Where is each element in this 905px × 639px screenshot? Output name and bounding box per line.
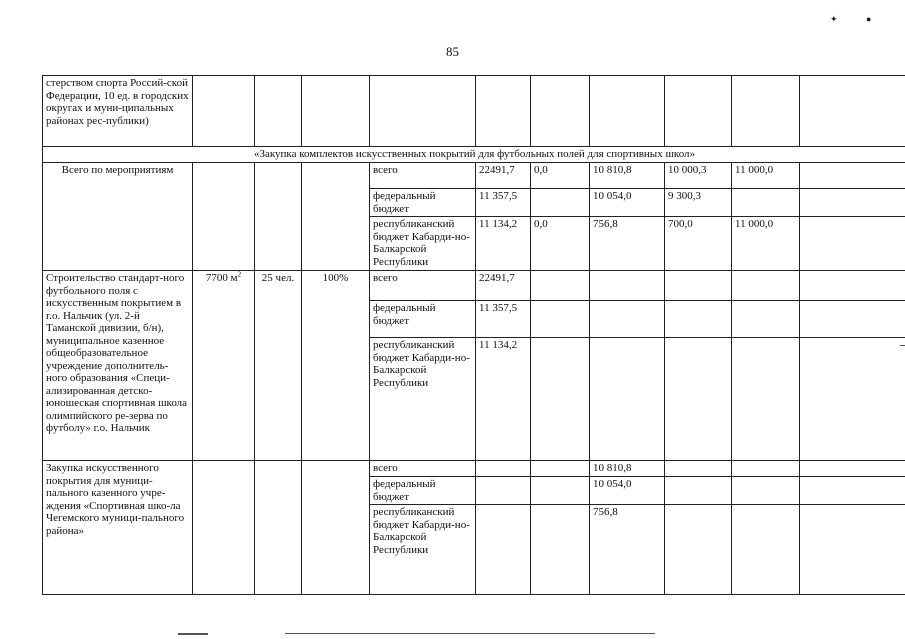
value-cell: 0,0 [531, 163, 590, 189]
value-cell: 11 134,2 [476, 338, 531, 461]
section-caption: «Закупка комплектов искусственных покрытий для футбольных полей для спортивных школ» [43, 147, 905, 163]
value-cell: 9 300,3 [665, 189, 732, 217]
value-cell: 10 810,8 [590, 163, 665, 189]
table-row [43, 163, 905, 189]
funding-source: всего [370, 461, 476, 477]
funding-source: федеральный бюджет [370, 477, 476, 505]
value-cell: 10 054,0 [590, 189, 665, 217]
construction-name-cell: Строительство стандарт-ного футбольного поля с искусственным покрытием в г.о. Нальчик (ул. 2-й Таманской дивизии, б/н), муниципальное казенное общеобразовательное учреждение дополнитель-ного образования «Специ-ализированная детско-юношеская спортивная школа олимпийского ре-зерва по футболу» г.о. Нальчик [43, 271, 193, 461]
funding-source: республиканский бюджет Кабарди-но-Балкарской Республики [370, 338, 476, 461]
readiness-cell: 100% [302, 271, 370, 461]
value-cell: 10 000,3 [665, 163, 732, 189]
capacity-cell: 7700 $м^2$ [193, 271, 255, 461]
value-cell: 10 810,8 [590, 461, 665, 477]
value-cell [732, 189, 800, 217]
value-cell [531, 189, 590, 217]
value-cell: 700,0 [665, 217, 732, 271]
scan-mark-top-right-2: ● [866, 14, 872, 24]
table-row-section [43, 147, 905, 163]
scan-line-bottom [285, 633, 655, 634]
funding-source: федеральный бюджет [370, 301, 476, 338]
scan-line-bottom-left [178, 633, 208, 635]
funding-source: федеральный бюджет [370, 189, 476, 217]
funding-source: республиканский бюджет Кабарди-но-Балкарской Республики [370, 217, 476, 271]
scan-mark-top-right: ✦ [830, 14, 838, 24]
value-cell: 10 054,0 [590, 477, 665, 505]
table-row [43, 271, 905, 301]
funding-source: всего [370, 271, 476, 301]
value-cell: 22491,7 [476, 163, 531, 189]
table-row-continued [43, 76, 905, 147]
page-number: 85 [446, 44, 459, 59]
measure-name-cell: стерством спорта Россий-ской Федерации, 10 ед. в городских округах и муни-ципальных районах рес-публики) [43, 76, 193, 147]
table-row [43, 461, 905, 477]
value-cell: 11 000,0 [732, 217, 800, 271]
value-cell: 756,8 [590, 505, 665, 595]
value-cell: 11 357,5 [476, 301, 531, 338]
value-cell: 11 134,2 [476, 217, 531, 271]
value-cell: 756,8 [590, 217, 665, 271]
budget-table [42, 75, 905, 595]
funding-source: республиканский бюджет Кабарди-но-Балкарской Республики [370, 505, 476, 595]
people-cell: 25 чел. [255, 271, 302, 461]
funding-source: всего [370, 163, 476, 189]
value-cell: 22491,7 [476, 271, 531, 301]
value-cell: 0,0 [531, 217, 590, 271]
value-cell: 11 357,5 [476, 189, 531, 217]
purchase-name-cell: Закупка искусственного покрытия для муници-пального казенного учре-ждения «Спортивная шко-ла Чегемского муници-пального района» [43, 461, 193, 595]
value-cell: 11 000,0 [732, 163, 800, 189]
total-name-cell: Всего по мероприятиям [43, 163, 193, 271]
